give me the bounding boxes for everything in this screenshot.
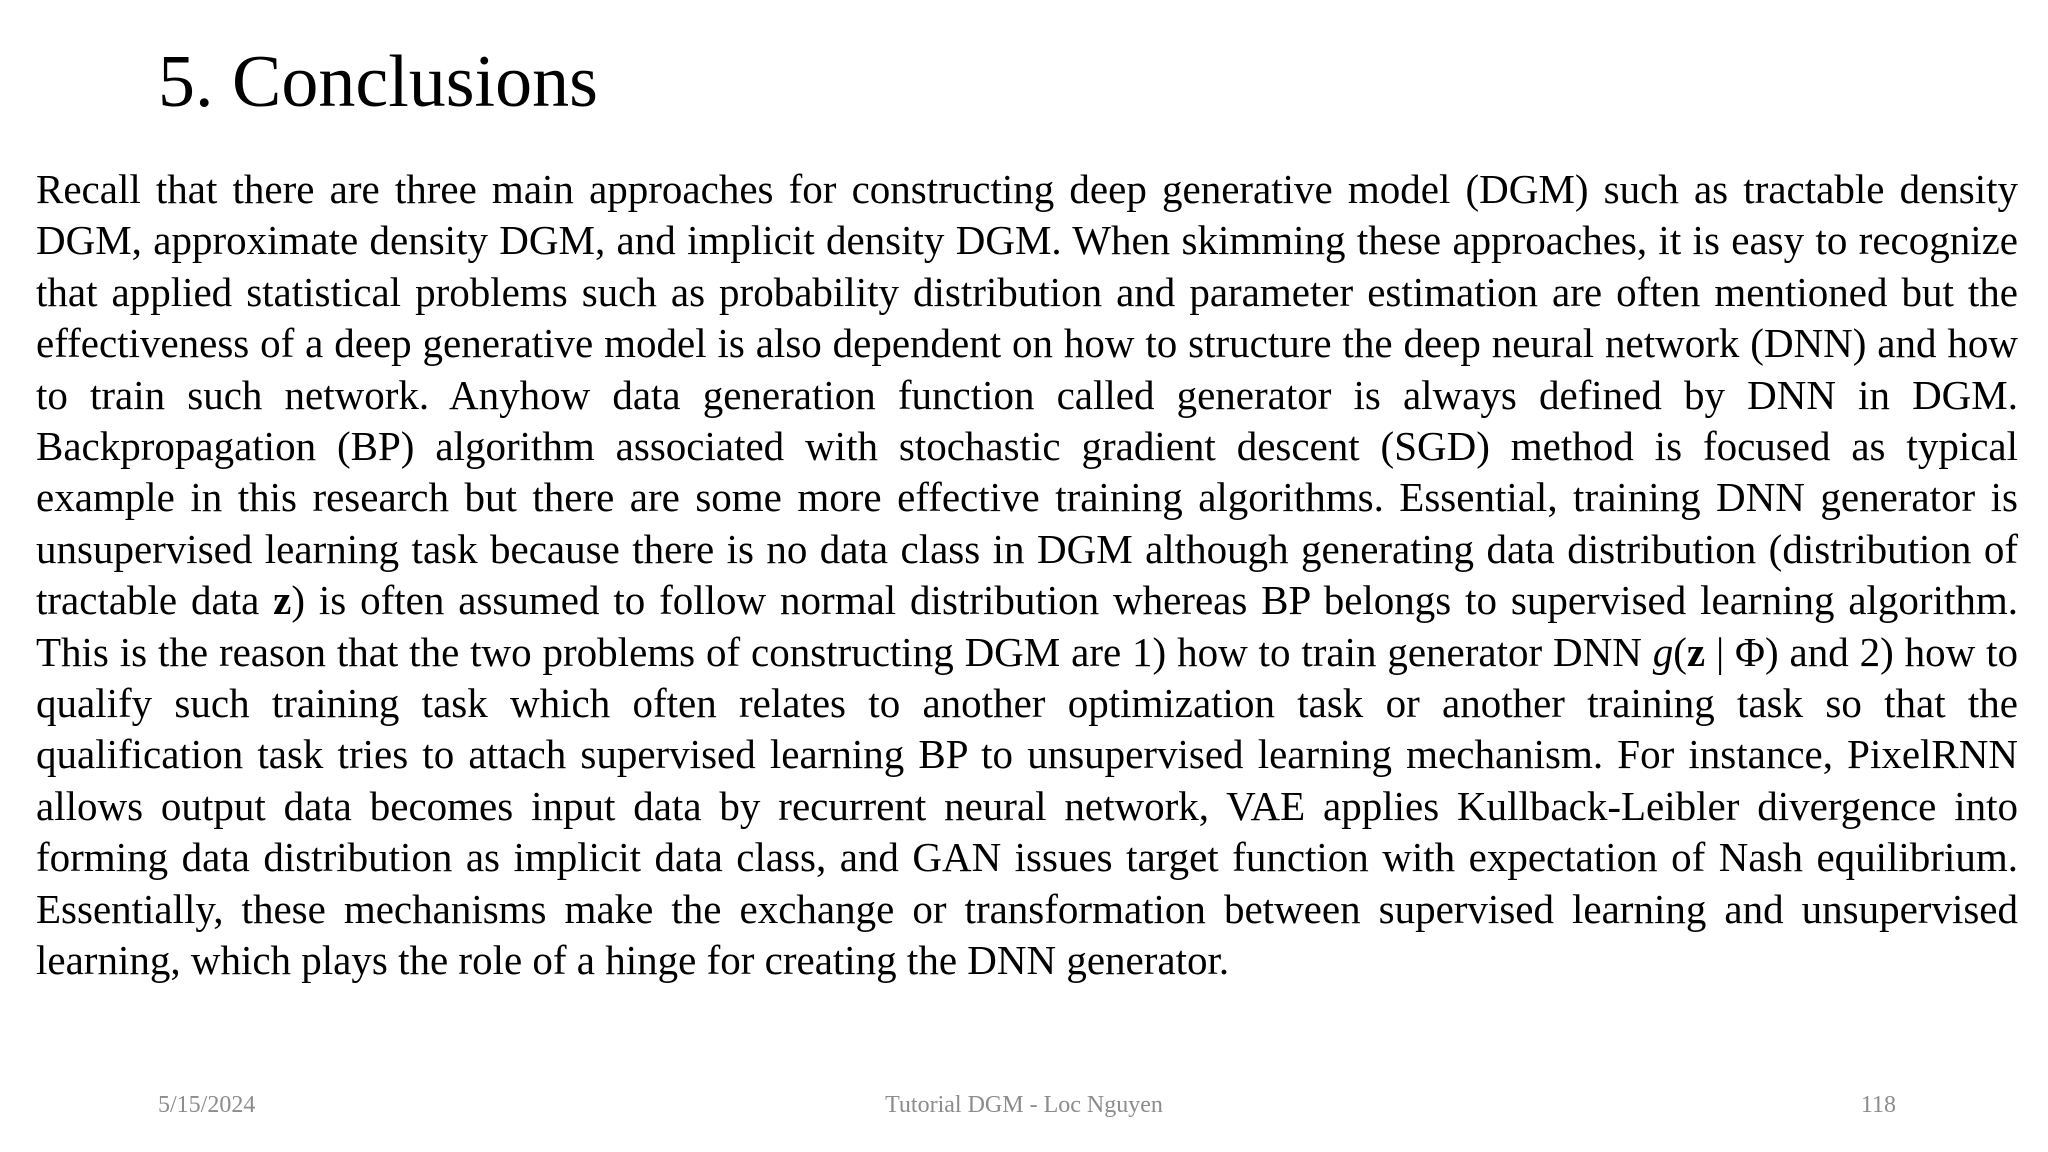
page-number: 118 [1860,1092,1896,1118]
conclusions-paragraph [36,164,2018,987]
slide-title: 5. Conclusions [158,41,598,123]
variable-z: z [273,577,292,624]
paragraph-text: ) is often assumed to follow normal distribution whereas BP belongs to supervised learning algorithm. This is the reason that the two problems of constructing DGM are 1) how to train generator DNN [36,577,2019,675]
footer-title: Tutorial DGM - Loc Nguyen [885,1092,1163,1118]
paragraph-text: Recall that there are three main approaches for constructing deep generative model (DGM) such as tractable density DGM, approximate density DGM, and implicit density DGM. When skimming these approaches, it is easy to recognize that applied statistical problems such as probability distribution and parameter estimation are often mentioned but the effectiveness of a deep generative model is also dependent on how to structure the deep neural network (DNN) and how to train such network. Anyhow data generation function called generator is always defined by DNN in DGM. Backpropagation (BP) algorithm associated with stochastic gradient descent (SGD) method is focused as typical example in this research but there are some more effective training algorithms. Essential, training DNN generator is unsupervised learning task because there is no data class in DGM although generating data distribution (distribution of tractable data [36,166,2018,624]
footer-date: 5/15/2024 [158,1092,256,1118]
paragraph-text: ( [1673,628,1687,675]
variable-z: z [1686,628,1706,675]
function-g: g [1652,628,1674,675]
paragraph-text: | Φ) and 2) how to qualify such training task which often relates to another optimization task or another training task so that the qualification task tries to attach supervised learning BP to unsupervised learning mechanism. For instance, PixelRNN allows output data becomes input data by recurrent neural network, VAE applies Kullback-Leibler divergence into forming data distribution as implicit data class, and GAN issues target function with expectation of Nash equilibrium. Essentially, these mechanisms make the exchange or transformation between supervised learning and unsupervised learning, which plays the role of a hinge for creating the DNN generator. [36,628,2018,984]
